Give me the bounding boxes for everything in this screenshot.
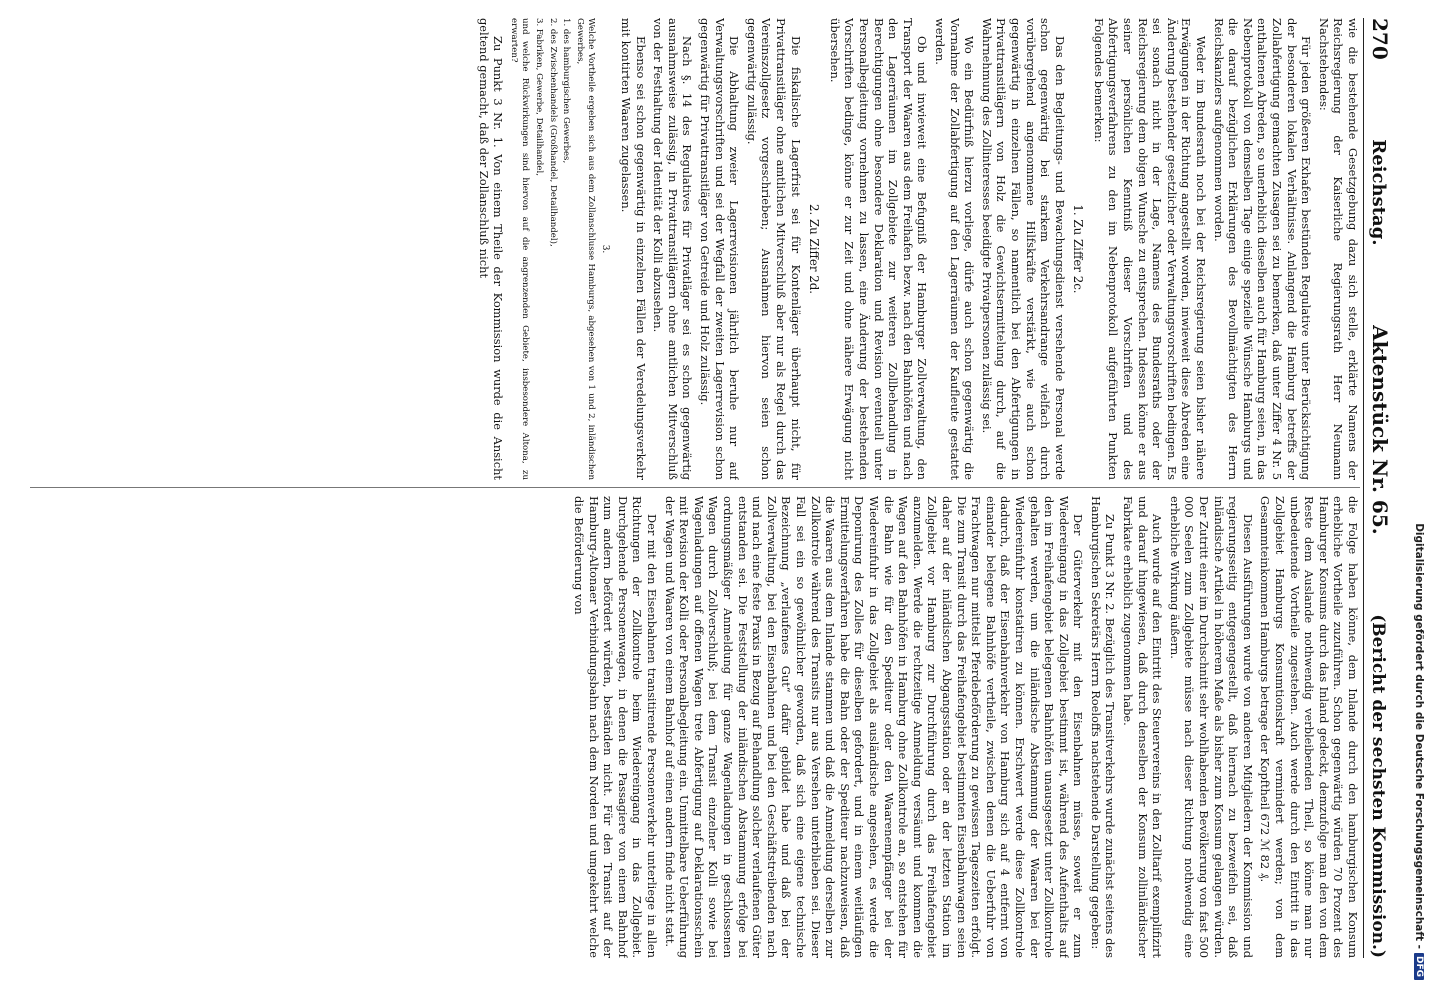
paragraph: Die fiskalische Lagerfrist sei für Kontenläger überhaupt nicht, für Privattransitläger ohne amtlichen Mitverschluß aber nur als Regel durch das Vereinszollgesetz vorgeschrieben; Ausnahmen hiervon seien schon gegenwärtig zulässig. [744,18,803,480]
right-column [20,496,1360,958]
paragraph: die Folge haben könne, dem Inlande durch den hamburgischen Konsum erhebliche Vortheile zuzuführen. Schon gegenwärtig würden 70 Prozent des Hamburger Konsums durch das Inland gedeckt, demzufolge man den von dem Reste dem Auslande nothwendig verbleibenden Theil, so könne man nur unbedeutende Vortheile zugestehen. Auch werde durch den Eintritt in das Zollgebiet Hamburgs Konsumtionskraft vermindert werden; von dem Gesammteinkommen Hamburgs betrage der Kopftheil 672 ℳ 82 ₰. [1258,496,1360,958]
header-left-title: Reichstag. [1368,139,1389,246]
header-center-title: Aktenstück Nr. 65. [1368,325,1392,535]
page-number: 270 [1368,18,1392,60]
section-heading: 2. Zu Ziffer 2d. [807,203,822,295]
digitization-credit [1410,20,1428,980]
text-columns [20,18,1360,958]
paragraph: Weder im Bundesrath noch bei der Reichsregierung seien bisher nähere Erwägungen in der Richtung angestellt worden, inwieweit diese Abreden eine Änderung bestehender gesetzlicher oder Verwaltungsvorschriften bedingen. Es sei sonach nicht in der Lage, Namens des Bundesraths oder der Reichsregierung dem obigen Wunsche zu entsprechen. Indessen könne er aus seiner persönlichen Kenntniß dieser Vorschriften und des Abfertigungsverfahrens zu den im Nebenprotokoll aufgeführten Punkten Folgendes bemerken: [1091,18,1209,480]
paragraph: Wo ein Bedürfniß hierzu vorliege, dürfe auch schon gegenwärtig die Vornahme der Zollabfertigung auf den Lagerräumen der Kaufleute gestattet werden. [932,18,977,480]
page-header [1363,18,1414,958]
paragraph: Der mit den Eisenbahnen transitirende Personenverkehr unterliege in allen Richtungen der Zollkontrole beim Wiedereingang in das Zollgebiet. Durchgehende Personenwagen, in denen die Passagiere von einem Bahnhof zum andern befördert würden, beständen nicht. Für den Transit auf der Hamburg-Altonaer Verbindungsbahn nach dem Norden und umgekehrt welche die Beförderung von [572,496,660,958]
question-item: 2. des Zwischenhandels (Großhandel, Detailhandel), [547,18,558,247]
dfg-logo: DFG [1414,953,1424,980]
left-column [20,18,1360,480]
paragraph: Ebenso sei schon gegenwärtig in einzelnen Fällen der Veredelungsverkehr mit kontirten Waaren zugelassen. [619,18,648,480]
question-text: Welche Vortheile ergeben sich aus dem Zollanschlusse Hamburgs, abgesehen von 1 und 2, inländischen Gewerbes, [575,18,596,480]
question-item: 3. Fabriken, Gewerbe, Detailhandel, [533,18,544,176]
question-text: und welche Rückwirkungen sind hiervon auf die angrenzenden Gebiete, insbesondere Altona, zu erwarten? [509,18,530,480]
question-number: 3. [600,244,611,254]
paragraph: Auch wurde auf den Eintritt des Steuervereins in den Zolltarif exemplifizirt und darauf hingewiesen, daß durch denselben der Konsum zollinländischer Fabrikate erheblich zugenommen habe. [1121,496,1165,958]
paragraph: Diesen Ausführungen wurde von anderen Mitgliedern der Kommission und regierungsseitig entgegengestellt, daß hiernach zu bezweifeln sei, daß inländische Artikel in höherem Maße als bisher zum Konsum gelangen würden. Der Zutritt einer im Durchschnitt sehr wohlhabenden Bevölkerung von fast 500 000 Seelen zum Zollgebiete müsse nach dieser Richtung nothwendig eine erhebliche Wirkung äußern. [1167,496,1255,958]
paragraph: Die Abhaltung zweier Lagerrevisionen jährlich beruhe nur auf Verwaltungsvorschriften und sei der Wegfall der zweiten Lagerrevision schon gegenwärtig für Privattransitläger von Getreide und Holz zulässig. [698,18,742,480]
question-item: 1. des hamburgischen Gewerbes, [561,18,572,164]
credit-text: Digitalisierung gefördert durch die Deutsche Forschungsgemeinschaft - [1413,523,1425,949]
paragraph: Zu Punkt 3 Nr. 1. Von einem Theile der Kommission wurde die Ansicht geltend gemacht, daß der Zollanschluß nicht [476,18,506,480]
section-heading: 1. Zu Ziffer 2c. [1071,204,1086,294]
paragraph: Für jeden größeren Exhafen bestünden Regulative unter Berücksichtigung der besonderen lokalen Verhältnisse. Anlangend die Hamburg betreffs der Zollabfertigung gemachten Zusagen sei zu bemerken, daß unter Ziffer 4 Nr. 5 enthaltenen Abreden, so unerheblich dieselben auch für Hamburg seien, in das Nebenprotokoll von demselben Tage einige spezielle Wünsche Hamburgs und die darauf bezüglichen Erklärungen des Bevollmächtigten des Herrn Reichskanzlers aufgenommen worden. [1211,18,1314,480]
paragraph: Nach §. 14 des Regulatives für Privatläger sei es schon gegenwärtig ausnahmsweise zulässig, in Privattransitlägern ohne amtlichen Mitverschluß von der Festhaltung der Identität der Kolli abzusehen. [651,18,695,480]
header-right-title: (Bericht der sechsten Kommission.) [1368,614,1388,958]
paragraph: Das den Begleitungs- und Bewachungsdienst versehende Personal werde schon gegenwärtig bei starkem Verkehrsandrange vielfach durch vorübergehend angenommene Hilfskräfte verstärkt, wie auch schon gegenwärtig in einzelnen Fällen, so namentlich bei den Abfertigungen in Privattransitlägern von Holz die Gewichtsermittelung durch, auf die Wahrnehmung des Zollinteresses beeidigte Privatpersonen zulässig sei. [979,18,1067,480]
paragraph: Zu Punkt 3 Nr. 2. Bezüglich des Transitverkehrs wurde zunächst seitens des Hamburgischen Sekretärs Herrn Roeloffs nachstehende Darstellung gegeben: [1088,496,1118,958]
paragraph: Ob und inwieweit eine Befugniß der Hamburger Zollverwaltung, den Transport der Waaren aus dem Freihafen bezw. nach den Bahnhöfen und nach den Lagerräumen im Zollgebiete zur weiteren Zollbehandlung in Berechtigungen ohne besondere Deklaration und Revision eventuell unter Personalbegleitung vornehmen zu lassen, eine Änderung der bestehenden Vorschriften bedinge, könne er zur Zeit und ohne nähere Erwägung nicht übersehen. [827,18,930,480]
paragraph: wie die bestehende Gesetzgebung dazu sich stelle, erklärte Namens der Reichsregierung der Kaiserliche Regierungsrath Herr Neumann Nachstehendes: [1316,18,1360,480]
paragraph: Der Güterverkehr mit den Eisenbahnen müsse, soweit er zum Wiedereingang in das Zollgebiet bestimmt ist, während des Aufenthalts auf den im Freihafengebiet belegenen Bahnhöfen unausgesetzt unter Zollkontrole gehalten werden, um die inländische Abstammung der Waaren bei der Wiedereinfuhr konstatiren zu können. Erschwert werde diese Zollkontrole dadurch, daß der Eisenbahnverkehr von Hamburg sich auf 4 entfernt von einander belegene Bahnhöfe vertheile, zwischen denen die Ueberfuhr von Frachtwagen nur mittelst Pferdebeförderung zu gewissen Tageszeiten erfolgt. Die zum Transit durch das Freihafengebiet bestimmten Eisenbahnwagen seien daher auf der inländischen Abgangsstation oder an der letzten Station im Zollgebiet vor Hamburg zur Durchführung durch das Freihafengebiet anzumelden. Werde die rechtzeitige Anmeldung versäumt und kommen die Wagen auf den Bahnhöfen in Hamburg ohne Zollkontrole an, so entstehen für die Bahn wie für den Spediteur oder den Waarenempfänger bei der Wiedereinfuhr in das Zollgebiet als ausländische angesehen, es werde die Deponirung des Zolles für dieselben gefordert, und in einem weitläufigen Ermittelungsverfahren habe die Bahn oder der Spediteur nachzuweisen, daß die Waaren aus dem Inlande stammen und daß die Anmeldung derselben zur Zollkontrole während des Transits nur aus Versehen unterblieben sei. Dieser Fall sei ein so gewöhnlicher geworden, daß sich eine eigene technische Bezeichnung „verlaufenes Gut“ dafür gebildet habe und daß bei der Zollverwaltung, bei den Eisenbahnen und bei den Geschäftstreibenden nach und nach eine feste Praxis in Bezug auf Behandlung solcher verlaufenen Güter entstanden sei. Die Feststellung der inländischen Abstammung erfolge bei ordnungsmäßiger Anmeldung für ganze Wagenladungen in geschlossenen Wagen durch Zollverschluß; bei dem Transit einzelner Kolli sowie bei Wagenladungen auf offenen Wagen trete Abfertigung auf Deklarationsschein mit Revision der Kolli oder Personalbegleitung ein. Unmittelbare Ueberführung der Wagen und Waaren von einem Bahnhof auf einen andern finde nicht statt. [662,496,1086,958]
